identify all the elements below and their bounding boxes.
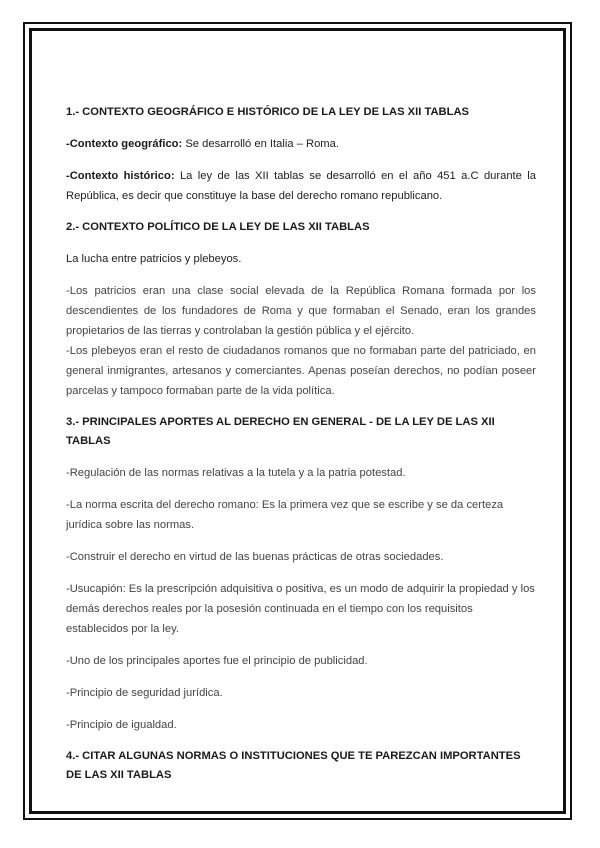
section-3-heading: 3.- PRINCIPALES APORTES AL DERECHO EN GENERAL - DE LA LEY DE LAS XII TABLAS bbox=[66, 416, 495, 447]
document-content bbox=[66, 103, 536, 797]
geo-text: Se desarrolló en Italia – Roma. bbox=[182, 138, 339, 150]
hist-text: La ley de las XII tablas se desarrolló en el año 451 a.C durante la República, es decir que constituye la base del derecho romano republicano. bbox=[66, 170, 536, 202]
geo-context bbox=[66, 134, 536, 154]
list-item: -Principio de igualdad. bbox=[66, 719, 177, 731]
hist-context bbox=[66, 166, 536, 206]
section-1-heading: 1.- CONTEXTO GEOGRÁFICO E HISTÓRICO DE LA LEY DE LAS XII TABLAS bbox=[66, 106, 469, 118]
geo-label: -Contexto geográfico: bbox=[66, 138, 183, 150]
list-item: -La norma escrita del derecho romano: Es la primera vez que se escribe y se da certeza jurídica sobre las normas. bbox=[66, 499, 504, 531]
list-item: -Uno de los principales aportes fue el principio de publicidad. bbox=[66, 655, 368, 667]
list-item: -Regulación de las normas relativas a la tutela y a la patria potestad. bbox=[66, 467, 406, 479]
hist-label: -Contexto histórico: bbox=[66, 170, 175, 182]
list-item: -Construir el derecho en virtud de las buenas prácticas de otras sociedades. bbox=[66, 551, 444, 563]
plebeyos-paragraph: -Los plebeyos eran el resto de ciudadanos romanos que no formaban parte del patriciado, en general inmigrantes, artesanos y comerciantes. Apenas poseían derechos, no podían poseer parcelas y tampoco formaban parte de la vida política. bbox=[66, 345, 536, 397]
section-2-heading: 2.- CONTEXTO POLÍTICO DE LA LEY DE LAS XII TABLAS bbox=[66, 221, 370, 233]
section-4-heading: 4.- CITAR ALGUNAS NORMAS O INSTITUCIONES QUE TE PAREZCAN IMPORTANTES DE LAS XII TABLAS bbox=[66, 750, 521, 781]
patricios-paragraph: -Los patricios eran una clase social elevada de la República Romana formada por los descendientes de los fundadores de Roma y que formaban el Senado, eran los grandes propietarios de las tierras y controlaban la gestión pública y el ejército. bbox=[66, 285, 536, 337]
list-item: -Principio de seguridad jurídica. bbox=[66, 687, 223, 699]
list-item: -Usucapión: Es la prescripción adquisitiva o positiva, es un modo de adquirir la propiedad y los demás derechos reales por la posesión continuada en el tiempo con los requisitos establecidos por la ley. bbox=[66, 583, 535, 635]
section-2-intro: La lucha entre patricios y plebeyos. bbox=[66, 253, 242, 265]
